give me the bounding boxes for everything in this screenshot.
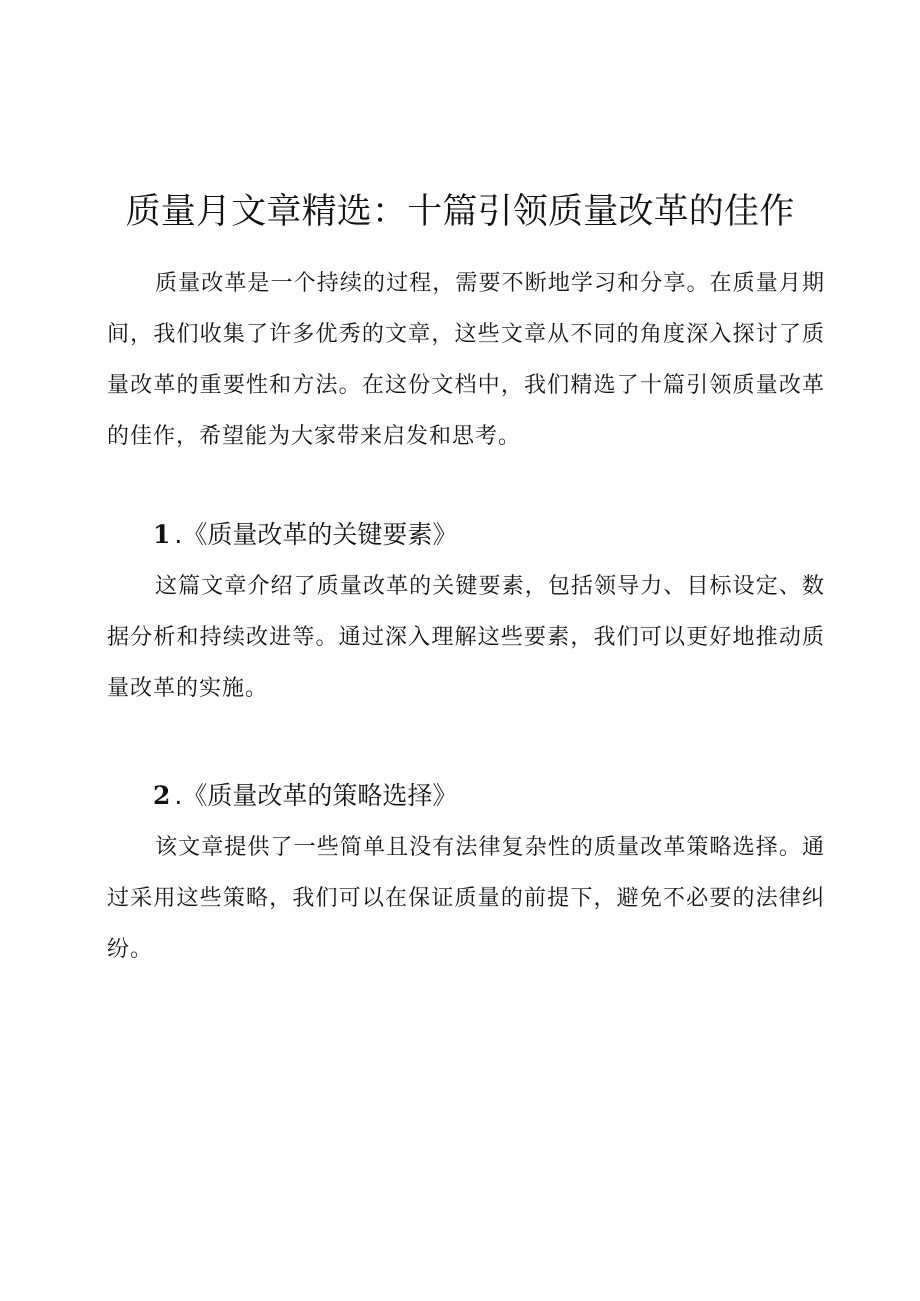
section-1-title: .《质量改革的关键要素》 [174, 520, 458, 549]
intro-paragraph: 质量改革是一个持续的过程，需要不断地学习和分享。在质量月期间，我们收集了许多优秀的文章，这些文章从不同的角度深入探讨了质量改革的重要性和方法。在这份文档中，我们精选了十篇引领质量改革的佳作，希望能为大家带来启发和思考。 [107, 271, 825, 449]
section-2-number: 2 [153, 781, 171, 810]
section-1-number: 1 [153, 520, 171, 549]
section-1-body: 这篇文章介绍了质量改革的关键要素，包括领导力、目标设定、数据分析和持续改进等。通过深入理解这些要素，我们可以更好地推动质量改革的实施。 [107, 574, 825, 701]
section-2-heading [153, 776, 853, 816]
section-1-heading [153, 515, 853, 555]
section-2-title: .《质量改革的策略选择》 [174, 781, 458, 810]
document-title: 质量月文章精选：十篇引领质量改革的佳作 [125, 192, 795, 233]
section-2-body: 该文章提供了一些简单且没有法律复杂性的质量改革策略选择。通过采用这些策略，我们可以在保证质量的前提下，避免不必要的法律纠纷。 [107, 835, 825, 962]
